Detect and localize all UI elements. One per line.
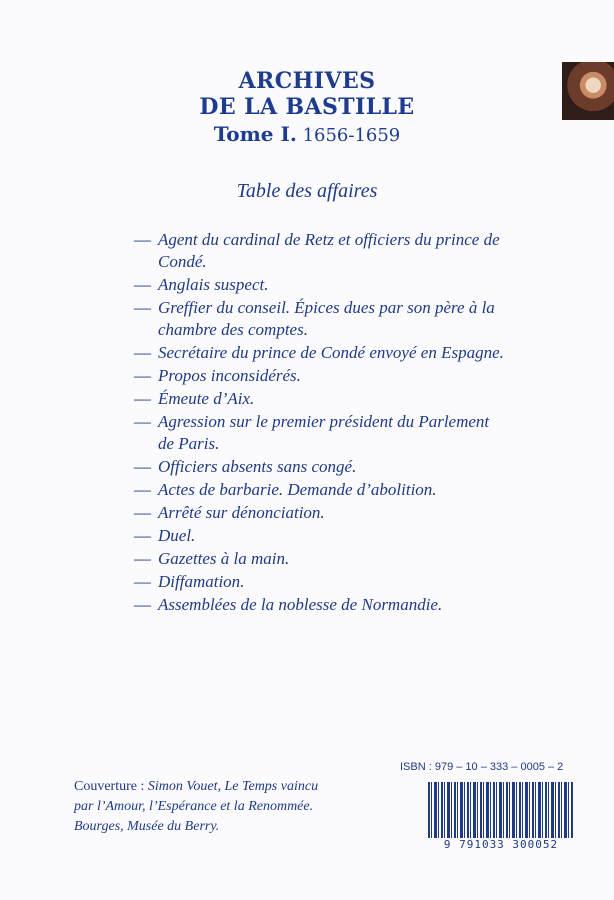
toc-item <box>134 342 514 364</box>
credit-line-2: par l’Amour, l’Espérance et la Renommée. <box>74 799 314 814</box>
cover-credit <box>74 777 374 837</box>
credit-line-1 <box>74 777 374 797</box>
credit-label: Couverture : <box>74 779 148 794</box>
toc-item <box>134 274 514 296</box>
dash: — <box>134 457 151 476</box>
section-title: Table des affaires <box>236 180 378 202</box>
dash: — <box>134 480 151 499</box>
tome-years: 1656-1659 <box>302 125 401 146</box>
toc-item <box>134 571 514 593</box>
toc-item <box>134 548 514 570</box>
title-block <box>0 68 614 149</box>
toc-item-text: Propos inconsidérés. <box>158 366 301 385</box>
toc-item <box>134 594 514 616</box>
toc-item-text: Arrêté sur dénonciation. <box>158 503 325 522</box>
toc-item-text: Greffier du conseil. Épices dues par son père à la <box>158 298 495 317</box>
toc-item-text: Actes de barbarie. Demande d’abolition. <box>158 480 437 499</box>
table-of-contents <box>134 229 514 617</box>
toc-item-text: Secrétaire du prince de Condé envoyé en Espagne. <box>158 343 504 362</box>
toc-item-text: Diffamation. <box>158 572 245 591</box>
credit-line-3: Bourges, Musée du Berry. <box>74 819 220 834</box>
toc-item-text: Officiers absents sans congé. <box>158 457 357 476</box>
toc-item <box>134 479 514 501</box>
dash: — <box>134 503 151 522</box>
dash: — <box>134 526 151 545</box>
barcode-number: 9 791033 300052 <box>428 838 574 851</box>
toc-item-continuation: de Paris. <box>158 434 220 453</box>
dash: — <box>134 230 151 249</box>
barcode-bars <box>428 782 574 840</box>
tome-label: Tome I. <box>213 122 297 146</box>
title-line-1: ARCHIVES <box>238 68 376 94</box>
dash: — <box>134 343 151 362</box>
toc-item-continuation: chambre des comptes. <box>158 320 308 339</box>
dash: — <box>134 389 151 408</box>
isbn-text: ISBN : 979 – 10 – 333 – 0005 – 2 <box>400 761 564 773</box>
toc-item-text: Duel. <box>158 526 196 545</box>
dash: — <box>134 275 151 294</box>
toc-item <box>134 229 514 273</box>
tome-line <box>0 121 614 149</box>
toc-item <box>134 502 514 524</box>
isbn-barcode <box>428 782 574 854</box>
toc-item-text: Émeute d’Aix. <box>158 389 255 408</box>
toc-item <box>134 365 514 387</box>
dash: — <box>134 572 151 591</box>
toc-item-text: Agression sur le premier président du Parlement <box>158 412 490 431</box>
dash: — <box>134 366 151 385</box>
toc-item-continuation: Condé. <box>158 252 207 271</box>
toc-item <box>134 411 514 455</box>
credit-artwork: Simon Vouet, Le Temps vaincu <box>147 779 319 794</box>
dash: — <box>134 595 151 614</box>
dash: — <box>134 298 151 317</box>
toc-item-text: Anglais suspect. <box>158 275 269 294</box>
toc-item-text: Gazettes à la main. <box>158 549 290 568</box>
toc-item <box>134 388 514 410</box>
toc-item <box>134 525 514 547</box>
dash: — <box>134 549 151 568</box>
title-line-2: DE LA BASTILLE <box>199 94 415 120</box>
toc-item <box>134 456 514 478</box>
toc-item <box>134 297 514 341</box>
toc-item-text: Assemblées de la noblesse de Normandie. <box>158 595 443 614</box>
toc-item-text: Agent du cardinal de Retz et officiers du prince de <box>158 230 500 249</box>
dash: — <box>134 412 151 431</box>
